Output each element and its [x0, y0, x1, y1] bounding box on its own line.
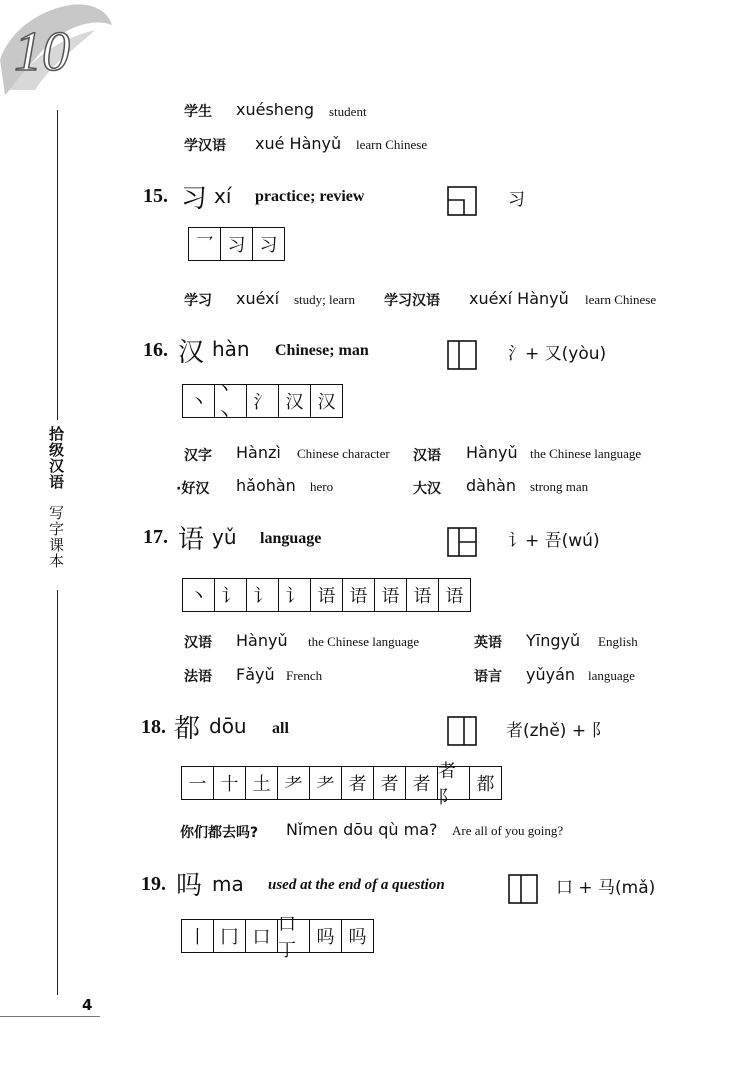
vocab-english: hero	[310, 479, 334, 494]
entry-meaning: Chinese; man	[275, 342, 369, 359]
stroke-cell: 口丁	[278, 920, 310, 952]
stroke-cell: 耂	[310, 767, 342, 799]
sentence-pinyin: Nǐmen dōu qù ma?	[286, 820, 438, 839]
vocab-hanzi: ·好汉	[176, 481, 210, 497]
component-formula: 讠+ 吾(wú)	[508, 531, 600, 551]
stroke-cell: 者	[406, 767, 438, 799]
entry-character: 习	[181, 184, 208, 214]
vocab-pinyin: yǔyán	[526, 665, 576, 684]
vocab-hanzi: 大汉	[413, 481, 441, 497]
entry-pinyin: yǔ	[212, 525, 237, 549]
vocab-english: Chinese character	[297, 446, 390, 461]
vocab-english: English	[598, 634, 638, 649]
entry-pinyin: dōu	[209, 714, 247, 738]
stroke-cell: 语	[375, 579, 407, 611]
margin-rule-top	[57, 110, 58, 420]
book-subtitle: 写字课本	[47, 505, 65, 569]
vocab-pinyin: dàhàn	[466, 476, 517, 495]
entry-character: 语	[178, 525, 205, 555]
vocab-hanzi: 法语	[184, 669, 212, 685]
stroke-cell: 习	[259, 235, 278, 256]
stroke-cell: 语	[407, 579, 439, 611]
entry-number: 19.	[141, 873, 166, 895]
stroke-order	[182, 379, 343, 426]
stroke-cell: 丶	[183, 385, 215, 417]
vocab-pinyin: Fǎyǔ	[236, 665, 275, 684]
entry-pinyin: ma	[212, 872, 244, 896]
vocab-pinyin: xué Hànyǔ	[255, 134, 342, 153]
stroke-cell: 丨	[182, 920, 214, 952]
stroke-cell: 者	[374, 767, 406, 799]
vocab-pinyin: Hànyǔ	[466, 443, 518, 462]
stroke-cell: 乛	[189, 228, 221, 260]
component-formula: 者(zhě) + 阝	[506, 721, 609, 741]
entry-pinyin: hàn	[212, 337, 250, 361]
structure-single-icon	[447, 186, 477, 216]
vocab-pinyin: xuéxí	[236, 289, 280, 308]
entry-number: 15.	[143, 185, 168, 207]
component-formula: 口 + 马(mǎ)	[556, 878, 656, 898]
stroke-cell: 者	[342, 767, 374, 799]
entry-pinyin: xí	[214, 184, 232, 208]
structure-left-right-split-icon	[447, 527, 477, 557]
vocab-english: French	[286, 668, 323, 683]
vocab-pinyin: xuéxí Hànyǔ	[469, 289, 569, 308]
vocab-hanzi: 英语	[474, 635, 502, 651]
vocab-hanzi: 语言	[474, 669, 502, 685]
stroke-cell: 语	[445, 586, 464, 607]
entry-meaning: used at the end of a question	[268, 877, 445, 893]
page-number: 4	[82, 996, 93, 1014]
vocab-english: student	[329, 104, 367, 119]
structure-left-right-icon	[447, 340, 477, 370]
stroke-cell: 都	[476, 774, 495, 795]
vocab-hanzi: 学习汉语	[384, 293, 440, 309]
vocab-english: strong man	[530, 479, 589, 494]
vocab-english: the Chinese language	[308, 634, 420, 649]
entry-number: 17.	[143, 526, 168, 548]
book-title: 拾级汉语	[47, 426, 65, 490]
stroke-cell: 习	[221, 228, 253, 260]
stroke-cell: 一	[182, 767, 214, 799]
vocab-english: language	[588, 668, 635, 683]
vocab-hanzi: 汉语	[413, 448, 441, 464]
entry-meaning: language	[260, 530, 322, 547]
entry-character: 都	[174, 714, 201, 744]
vocab-pinyin: Yīngyǔ	[526, 631, 581, 650]
vocab-pinyin: Hànyǔ	[236, 631, 288, 650]
sentence-hanzi: 你们都去吗?	[180, 825, 259, 841]
stroke-cell: 十	[214, 767, 246, 799]
stroke-cell: 讠	[279, 579, 311, 611]
structure-left-right-icon	[508, 874, 538, 904]
vocab-hanzi: 汉字	[184, 448, 212, 464]
stroke-cell: 汉	[317, 392, 336, 413]
vocab-english: learn Chinese	[356, 137, 428, 152]
footer-rule	[0, 1016, 100, 1017]
vocab-pinyin: hǎohàn	[236, 476, 296, 495]
stroke-cell: 语	[343, 579, 375, 611]
vocab-hanzi: 学生	[184, 104, 212, 120]
stroke-cell: 丶丶	[215, 385, 247, 417]
entry-meaning: practice; review	[255, 188, 365, 205]
vocab-hanzi: 汉语	[184, 635, 212, 651]
stroke-order	[188, 227, 285, 261]
entry-number: 16.	[143, 339, 168, 361]
sentence-english: Are all of you going?	[452, 823, 564, 838]
stroke-cell: 者阝	[438, 767, 470, 799]
stroke-cell: 耂	[278, 767, 310, 799]
entry-meaning: all	[272, 720, 289, 737]
stroke-cell: 吗	[310, 920, 342, 952]
vocab-english: learn Chinese	[585, 292, 657, 307]
stroke-cell: 语	[311, 579, 343, 611]
entry-character: 汉	[178, 338, 205, 368]
structure-left-right-icon	[447, 716, 477, 746]
lesson-number: 10	[14, 21, 70, 83]
stroke-cell: 吗	[348, 927, 367, 948]
component-formula: 氵+ 又(yòu)	[508, 344, 607, 364]
entry-number: 18.	[141, 716, 166, 738]
vocab-english: study; learn	[294, 292, 356, 307]
vocab-english: the Chinese language	[530, 446, 642, 461]
vocab-pinyin: Hànzì	[236, 443, 281, 462]
stroke-order	[182, 578, 471, 612]
stroke-order	[181, 761, 502, 808]
vocab-hanzi: 学汉语	[184, 138, 226, 154]
entry-character: 吗	[176, 871, 203, 901]
stroke-cell: 氵	[247, 385, 279, 417]
stroke-cell: 汉	[279, 385, 311, 417]
stroke-order	[181, 914, 374, 961]
stroke-cell: 丶	[183, 579, 215, 611]
component-formula: 习	[508, 190, 525, 210]
stroke-cell: 讠	[215, 579, 247, 611]
stroke-cell: 讠	[247, 579, 279, 611]
vocab-hanzi: 学习	[184, 293, 212, 309]
stroke-cell: 冂	[214, 920, 246, 952]
stroke-cell: 土	[246, 767, 278, 799]
stroke-cell: 口	[246, 920, 278, 952]
vocab-pinyin: xuésheng	[236, 100, 315, 119]
margin-rule-bottom	[57, 590, 58, 995]
